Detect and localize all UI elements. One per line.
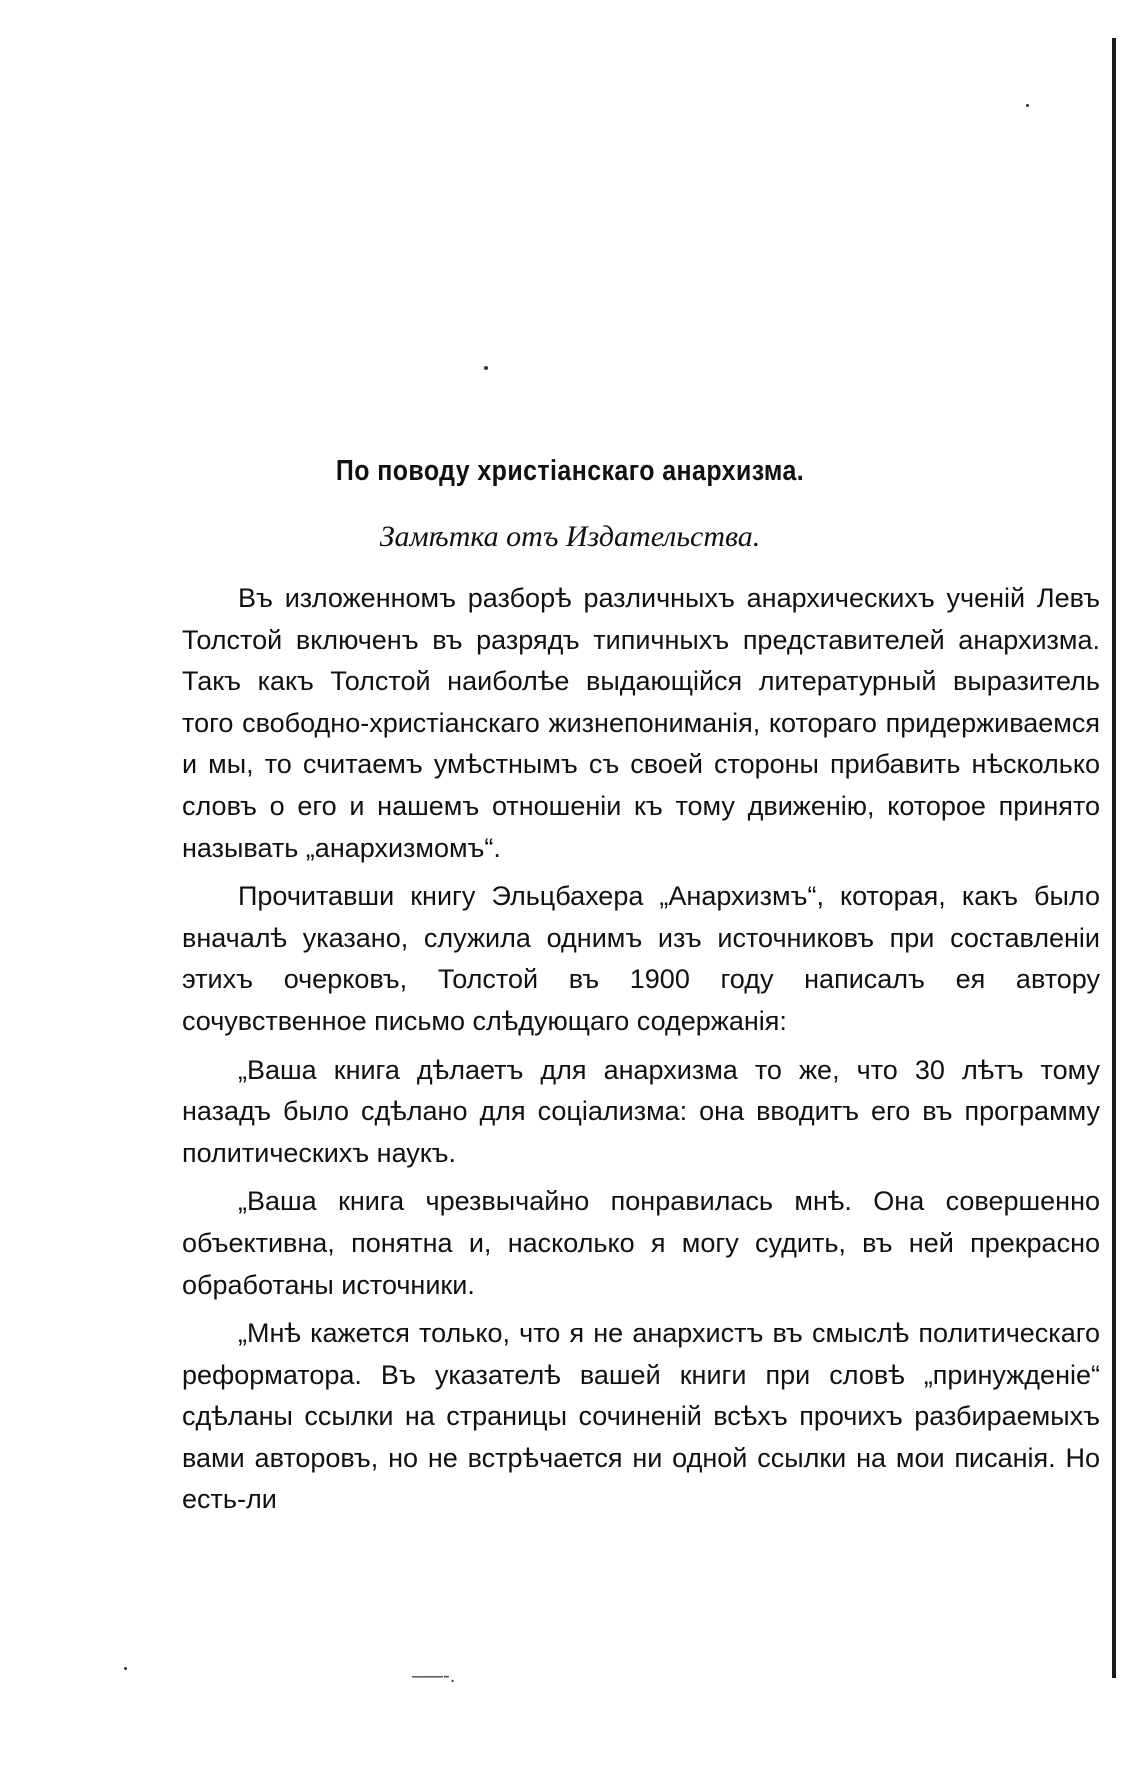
paragraph: Въ изложенномъ разборѣ различныхъ анархическихъ ученій Левъ Толстой включенъ въ разрядъ типичныхъ представителей анархизма. Такъ какъ Толстой наиболѣе выдающійся литературный выразитель того свободно-христіанскаго жизнепониманія, котораго придерживаемся и мы, то считаемъ умѣстнымъ съ своей стороны прибавить нѣсколько словъ о его и нашемъ отношеніи къ тому движенію, которое принято называть „анархизмомъ“.	[182, 583, 1100, 863]
print-speck	[1026, 104, 1029, 107]
page-title: По поводу христіанскаго анархизма.	[335, 455, 805, 487]
page-edge-rule	[1112, 38, 1116, 1678]
paragraph: Прочитавши книгу Эльцбахера „Анархизмъ“, которая, какъ было вначалѣ указано, служила однимъ изъ источниковъ при составленіи этихъ очерковъ, Толстой въ 1900 году написалъ ея автору сочувственное письмо слѣдующаго содержанія:	[182, 881, 1100, 1036]
page-subtitle: Замѣтка отъ Издательства.	[379, 520, 761, 553]
print-speck	[484, 366, 488, 370]
print-speck	[124, 1667, 127, 1670]
paragraph: „Мнѣ кажется только, что я не анархистъ въ смыслѣ политическаго реформатора. Въ указателѣ вашей книги при словѣ „принужденіе“ сдѣланы ссылки на страницы сочиненій всѣхъ прочихъ разбираемыхъ вами авторовъ, но не встрѣчается ни одной ссылки на мои писанія. Но есть-ли	[182, 1318, 1100, 1515]
paragraph: „Ваша книга чрезвычайно понравилась мнѣ. Она совершенно объективна, понятна и, насколько я могу судить, въ ней прекрасно обработаны источники.	[182, 1186, 1100, 1300]
body-text	[182, 578, 1100, 1528]
footer-mark: –—-.	[412, 1665, 456, 1687]
paragraph: „Ваша книга дѣлаетъ для анархизма то же, что 30 лѣтъ тому назадъ было сдѣлано для соціализма: она вводитъ его въ программу политическихъ наукъ.	[182, 1054, 1100, 1168]
